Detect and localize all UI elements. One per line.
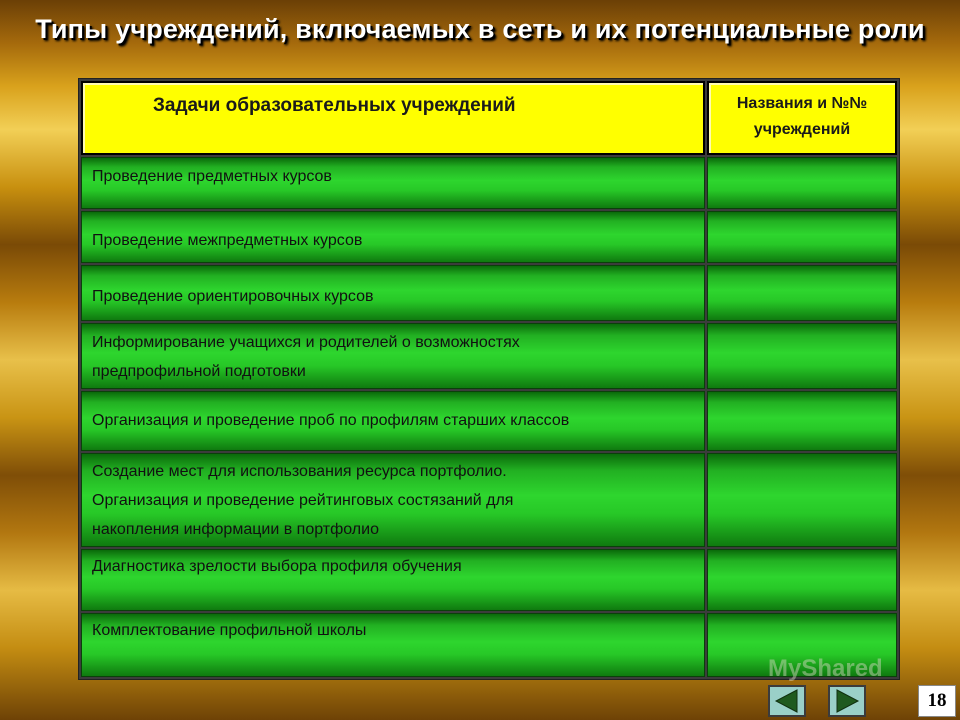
header-institutions-line1: Названия и №№ [736, 95, 868, 112]
task-text [92, 552, 696, 581]
header-institutions-label [709, 91, 895, 143]
header-tasks-label: Задачи образовательных учреждений [153, 95, 516, 116]
task-text [92, 282, 696, 311]
task-line: накопления информации в портфолио [92, 521, 379, 538]
table-row-task [81, 265, 705, 321]
table-row-institution [707, 157, 897, 209]
watermark-logo: MyShared [768, 655, 883, 682]
table-row-task [81, 391, 705, 451]
table-row-task [81, 613, 705, 677]
arrow-right-icon [830, 687, 864, 715]
task-line: предпрофильной подготовки [92, 363, 306, 380]
previous-slide-button[interactable] [768, 685, 806, 717]
task-line: Проведение ориентировочных курсов [92, 288, 374, 305]
task-line: Организация и проведение проб по профилям старших классов [92, 412, 570, 429]
task-text [92, 406, 696, 435]
arrow-left-icon [770, 687, 804, 715]
table-row-task [81, 323, 705, 389]
task-line: Информирование учащихся и родителей о возможностях [92, 334, 520, 351]
task-line: Создание мест для использования ресурса портфолио. [92, 463, 507, 480]
task-text [92, 162, 696, 191]
task-text [92, 328, 696, 386]
task-line: Комплектование профильной школы [92, 622, 367, 639]
roles-table [78, 78, 900, 680]
table-row-institution [707, 265, 897, 321]
task-line: Проведение предметных курсов [92, 168, 332, 185]
task-text [92, 457, 696, 544]
task-line: Проведение межпредметных курсов [92, 232, 363, 249]
task-text [92, 226, 696, 255]
table-row-institution [707, 211, 897, 263]
table-row-task [81, 549, 705, 611]
table-row-institution [707, 323, 897, 389]
next-slide-button[interactable] [828, 685, 866, 717]
table-row-task [81, 453, 705, 547]
table-row-task [81, 211, 705, 263]
table-row-institution [707, 549, 897, 611]
slide-number: 18 [918, 685, 956, 717]
header-tasks [81, 81, 705, 155]
header-institutions [707, 81, 897, 155]
task-text [92, 616, 696, 645]
table-row-task [81, 157, 705, 209]
table-row-institution [707, 391, 897, 451]
task-line: Диагностика зрелости выбора профиля обучения [92, 558, 462, 575]
header-institutions-line2: учреждений [753, 121, 851, 138]
task-line: Организация и проведение рейтинговых состязаний для [92, 492, 514, 509]
slide-title: Типы учреждений, включаемых в сеть и их потенциальные роли [35, 14, 925, 44]
table-row-institution [707, 453, 897, 547]
